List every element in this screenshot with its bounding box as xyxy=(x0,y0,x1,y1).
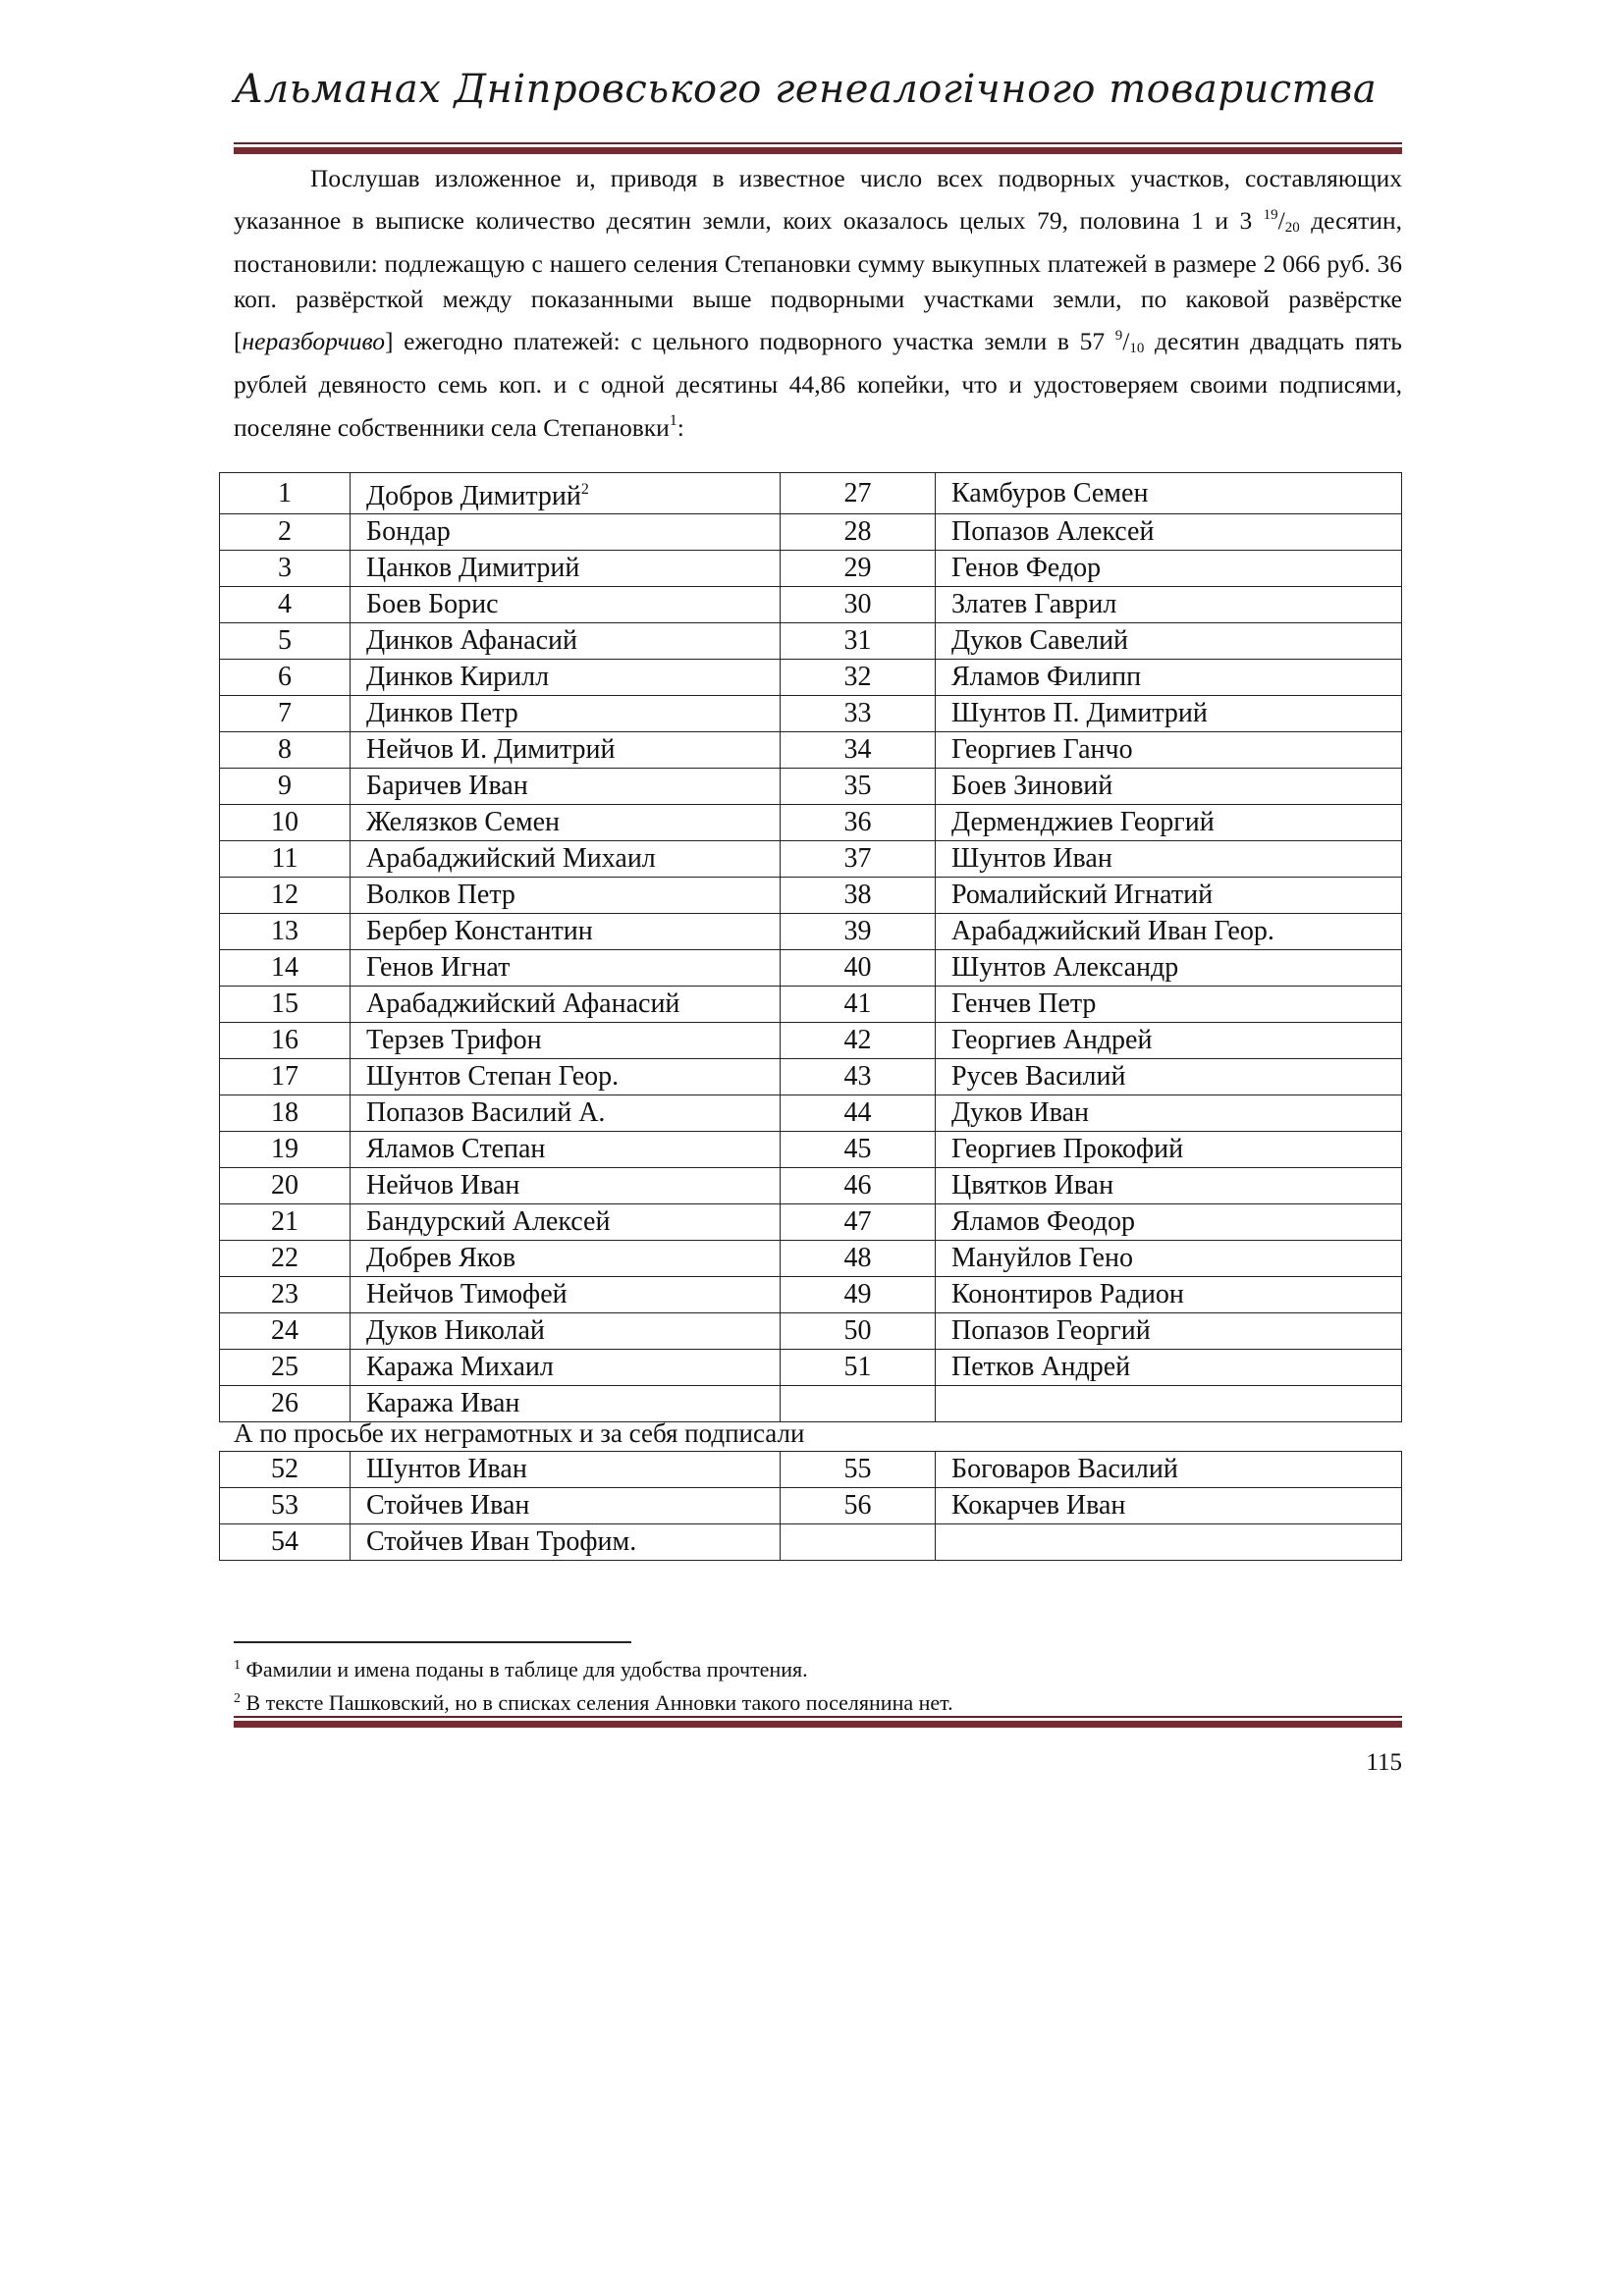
signatory-name xyxy=(936,587,1402,623)
table-row xyxy=(220,841,1402,878)
row-number-text: 19 xyxy=(271,1134,298,1164)
footnote-number: 1 xyxy=(234,1658,241,1673)
row-number-text: 9 xyxy=(278,771,292,801)
signatory-name-text: Цанков Димитрий xyxy=(366,553,580,583)
signatory-name xyxy=(351,878,781,914)
signatory-name xyxy=(351,1095,781,1132)
signatory-name-text: Георгиев Андрей xyxy=(951,1025,1153,1055)
row-number xyxy=(781,660,936,696)
signatory-name xyxy=(936,551,1402,587)
signatory-name-text: Дуков Иван xyxy=(951,1097,1089,1128)
signatory-name-text: Дуков Савелий xyxy=(951,625,1129,656)
row-number xyxy=(781,1059,936,1095)
signatory-name xyxy=(936,1168,1402,1204)
signatory-name xyxy=(351,1204,781,1241)
signatory-name xyxy=(936,1277,1402,1313)
row-number xyxy=(781,1241,936,1277)
row-number xyxy=(220,914,351,950)
signatory-name xyxy=(351,1488,781,1524)
signatory-name xyxy=(351,514,781,551)
footer-rule xyxy=(234,1716,1402,1728)
page-number: 115 xyxy=(1366,1749,1402,1776)
row-number-text: 56 xyxy=(843,1490,872,1521)
signatory-name xyxy=(351,1168,781,1204)
footnote-ref-1[interactable]: 1 xyxy=(669,411,677,429)
row-number xyxy=(220,1488,351,1524)
table-row xyxy=(220,623,1402,660)
signatory-name-text: Попазов Георгий xyxy=(951,1315,1151,1346)
footnote-1 xyxy=(234,1652,808,1683)
paragraph-text: Послушав изложенное и, приводя в известное число всех подворных участков, составляющих указанное в выписке количество десятин земли, коих оказалось целых 79, половина 1 и 3 xyxy=(234,164,1402,235)
signatory-name-text: Стойчев Иван Трофим. xyxy=(366,1526,637,1557)
row-number-text: 3 xyxy=(278,553,292,583)
signatory-name xyxy=(936,732,1402,769)
row-number-text: 47 xyxy=(843,1206,872,1237)
row-number xyxy=(220,805,351,841)
signatory-name-text: Арабаджийский Афанасий xyxy=(366,988,680,1019)
signatory-name-text: Боев Зиновий xyxy=(951,771,1113,801)
row-number-text: 34 xyxy=(843,734,872,765)
signatory-name-text: Бандурский Алексей xyxy=(366,1206,611,1237)
fraction-numerator: 19 xyxy=(1263,206,1278,223)
signatory-name xyxy=(351,1277,781,1313)
signatory-name-text: Баричев Иван xyxy=(366,771,528,801)
row-number xyxy=(220,514,351,551)
signatory-name-text: Стойчев Иван xyxy=(366,1490,530,1521)
row-number xyxy=(781,805,936,841)
signatory-name xyxy=(351,587,781,623)
row-number-text: 8 xyxy=(278,734,292,765)
row-number xyxy=(220,1095,351,1132)
signatory-name-text: Нейчов Тимофей xyxy=(366,1279,568,1309)
paragraph-text: : xyxy=(677,412,684,442)
row-number-text: 5 xyxy=(278,625,292,656)
signatory-name-text: Нейчов Иван xyxy=(366,1170,520,1201)
signatory-name xyxy=(936,660,1402,696)
signatory-name xyxy=(351,987,781,1023)
signatory-name-text: Терзев Трифон xyxy=(366,1025,542,1055)
table-row xyxy=(220,1168,1402,1204)
table-row xyxy=(220,473,1402,514)
signatory-name-text: Шунтов Александр xyxy=(951,952,1179,983)
row-number xyxy=(781,473,936,514)
signatory-name xyxy=(351,805,781,841)
table-row xyxy=(220,514,1402,551)
table-row xyxy=(220,769,1402,805)
row-number-text: 38 xyxy=(843,880,872,910)
signatory-name-text: Динков Петр xyxy=(366,698,518,728)
header-rule xyxy=(234,142,1402,154)
signatory-name xyxy=(351,950,781,987)
signatory-name-text: Боев Борис xyxy=(366,589,499,619)
row-number xyxy=(781,878,936,914)
row-number xyxy=(781,551,936,587)
table-row xyxy=(220,696,1402,732)
signatory-name-text: Георгиев Прокофий xyxy=(951,1134,1184,1164)
table-row xyxy=(220,1059,1402,1095)
signatory-name xyxy=(351,732,781,769)
row-number xyxy=(781,950,936,987)
fraction-19-20: $^{19}/_{20}$ xyxy=(1263,205,1300,236)
row-number-text: 23 xyxy=(271,1279,298,1309)
signatory-name xyxy=(351,841,781,878)
signatory-name xyxy=(351,551,781,587)
signatory-name-text: Камбуров Семен xyxy=(951,477,1149,508)
row-number xyxy=(781,841,936,878)
paragraph-text: десятин двадцать пять рублей девяносто семь коп. и с одной десятины 44,86 копейки, что и удостоверяем своими подписями, поселяне собственники села Степановки xyxy=(234,327,1403,442)
signatory-name xyxy=(351,623,781,660)
signatory-name xyxy=(936,805,1402,841)
fraction-9-10: $^9/_{10}$ xyxy=(1114,327,1145,357)
footnote-text: В тексте Пашковский, но в списках селения Анновки такого поселянина нет. xyxy=(245,1690,953,1715)
row-number-text: 41 xyxy=(843,988,872,1019)
row-number xyxy=(220,587,351,623)
signatory-name-text: Ромалийский Игнатий xyxy=(951,880,1214,910)
running-header-title: Альманах Дніпровського генеалогічного товариства xyxy=(234,67,1378,112)
signatory-name xyxy=(351,1313,781,1350)
row-number-text: 52 xyxy=(271,1454,298,1484)
table-row xyxy=(220,1132,1402,1168)
row-number-text: 46 xyxy=(843,1170,872,1201)
row-number xyxy=(781,769,936,805)
row-number-text: 45 xyxy=(843,1134,872,1164)
row-number xyxy=(781,1313,936,1350)
signatory-name-text: Цвятков Иван xyxy=(951,1170,1114,1201)
row-number xyxy=(781,514,936,551)
illegible-note: неразборчиво xyxy=(242,327,385,356)
row-number-text: 22 xyxy=(271,1243,298,1273)
row-number xyxy=(781,1168,936,1204)
signatory-name-text: Каража Иван xyxy=(366,1388,520,1418)
signatory-name xyxy=(351,660,781,696)
row-number xyxy=(220,1132,351,1168)
proxy-signatories-table xyxy=(219,1451,1402,1561)
table-row xyxy=(220,551,1402,587)
signatory-name xyxy=(936,878,1402,914)
row-number xyxy=(781,1524,936,1561)
row-number-text: 13 xyxy=(271,916,298,946)
signatory-name xyxy=(936,914,1402,950)
row-number xyxy=(220,987,351,1023)
row-number xyxy=(220,1524,351,1561)
table-row xyxy=(220,950,1402,987)
row-number-text: 6 xyxy=(278,662,292,692)
signatory-name xyxy=(936,1023,1402,1059)
row-number-text: 11 xyxy=(271,843,298,874)
row-number-text: 17 xyxy=(271,1061,298,1092)
row-number xyxy=(220,1241,351,1277)
row-number xyxy=(781,1488,936,1524)
row-number-text: 10 xyxy=(271,807,298,837)
row-number-text: 37 xyxy=(843,843,872,874)
row-number-text: 53 xyxy=(271,1490,298,1521)
row-number xyxy=(220,1023,351,1059)
row-number xyxy=(781,914,936,950)
signatory-name xyxy=(351,1059,781,1095)
signatory-name-text: Генов Федор xyxy=(951,553,1102,583)
row-number-text: 24 xyxy=(271,1315,298,1346)
signatories-table xyxy=(219,472,1402,1422)
signatory-name xyxy=(351,473,781,514)
footnote-2 xyxy=(234,1685,953,1717)
row-number-text: 33 xyxy=(843,698,872,728)
signatory-name xyxy=(936,623,1402,660)
row-number-text: 55 xyxy=(843,1454,872,1484)
row-number xyxy=(220,950,351,987)
signatory-name xyxy=(351,769,781,805)
table-row xyxy=(220,1452,1402,1488)
row-number-text: 4 xyxy=(278,589,292,619)
row-number-text: 12 xyxy=(271,880,298,910)
row-number xyxy=(220,1204,351,1241)
row-number xyxy=(781,696,936,732)
row-number-text: 29 xyxy=(843,553,872,583)
table-row xyxy=(220,1277,1402,1313)
table-row xyxy=(220,1241,1402,1277)
signatory-name-text: Георгиев Ганчо xyxy=(951,734,1133,765)
body-paragraph xyxy=(234,161,1402,447)
signatory-name-text: Арабаджийский Иван Геор. xyxy=(951,916,1274,946)
table-row xyxy=(220,878,1402,914)
signatory-name-text: Петков Андрей xyxy=(951,1352,1131,1382)
signatory-name-text: Боговаров Василий xyxy=(951,1454,1178,1484)
signatory-name xyxy=(351,914,781,950)
paragraph-text: десятин, постановили: подлежащую с нашего селения Степановки сумму выкупных платежей в размере 2 066 руб. 36 коп. развёрсткой между показанными выше подворными участками земли, по каковой развёрстке [ xyxy=(234,205,1402,356)
signatory-name-text: Бербер Константин xyxy=(366,916,593,946)
signatory-name-text: Шунтов П. Димитрий xyxy=(951,698,1208,728)
table-row xyxy=(220,1350,1402,1386)
row-number xyxy=(781,1095,936,1132)
paragraph-text: ] ежегодно платежей: с цельного подворного участка земли в 57 xyxy=(384,327,1115,356)
row-number xyxy=(220,1452,351,1488)
signatory-name xyxy=(351,696,781,732)
signatory-name xyxy=(351,1524,781,1561)
row-number-text: 27 xyxy=(843,477,872,508)
table-row xyxy=(220,1313,1402,1350)
row-number-text: 28 xyxy=(843,516,872,547)
row-number xyxy=(220,696,351,732)
footnote-number: 2 xyxy=(234,1691,241,1706)
row-number xyxy=(781,623,936,660)
signatory-name-text: Дерменджиев Георгий xyxy=(951,807,1215,837)
row-number-text: 21 xyxy=(271,1206,298,1237)
signatory-name xyxy=(351,1241,781,1277)
row-number xyxy=(781,1452,936,1488)
row-number xyxy=(781,732,936,769)
illiterate-signers-note: А по просьбе их неграмотных и за себя подписали xyxy=(234,1418,805,1448)
row-number xyxy=(220,473,351,514)
signatory-name-text: Каража Михаил xyxy=(366,1352,554,1382)
row-number xyxy=(781,1350,936,1386)
signatory-name-text: Златев Гаврил xyxy=(951,589,1117,619)
signatory-name xyxy=(936,1452,1402,1488)
table-row xyxy=(220,1488,1402,1524)
row-number-text: 40 xyxy=(843,952,872,983)
signatory-name-text: Добров Димитрий xyxy=(366,481,581,511)
row-number-text: 48 xyxy=(843,1243,872,1273)
signatory-name xyxy=(936,841,1402,878)
signatory-name-text: Шунтов Иван xyxy=(366,1454,527,1484)
row-number-text: 49 xyxy=(843,1279,872,1309)
table-row xyxy=(220,732,1402,769)
row-number xyxy=(220,841,351,878)
row-number xyxy=(781,1132,936,1168)
fraction-denominator: 20 xyxy=(1284,219,1300,236)
row-number-text: 7 xyxy=(278,698,292,728)
row-number xyxy=(220,623,351,660)
footnote-ref-2[interactable]: 2 xyxy=(580,481,589,498)
signatory-name xyxy=(936,1350,1402,1386)
signatory-name xyxy=(936,1132,1402,1168)
row-number xyxy=(220,1350,351,1386)
row-number xyxy=(220,551,351,587)
signatory-name-text: Нейчов И. Димитрий xyxy=(366,734,616,765)
signatory-name xyxy=(936,1095,1402,1132)
signatory-name-text: Яламов Феодор xyxy=(951,1206,1136,1237)
row-number-text: 54 xyxy=(271,1526,298,1557)
signatory-name xyxy=(936,950,1402,987)
signatory-name-text: Яламов Филипп xyxy=(951,662,1142,692)
signatory-name xyxy=(936,1524,1402,1561)
table-row xyxy=(220,1204,1402,1241)
row-number-text: 32 xyxy=(843,662,872,692)
signatory-name xyxy=(936,473,1402,514)
row-number-text: 50 xyxy=(843,1315,872,1346)
signatory-name xyxy=(351,1452,781,1488)
table-row xyxy=(220,987,1402,1023)
table-row xyxy=(220,1095,1402,1132)
row-number xyxy=(781,1204,936,1241)
signatory-name-text: Динков Кирилл xyxy=(366,662,550,692)
row-number-text: 14 xyxy=(271,952,298,983)
fraction-denominator: 10 xyxy=(1129,341,1145,357)
row-number xyxy=(220,1059,351,1095)
row-number xyxy=(220,1168,351,1204)
footnote-text: Фамилии и имена поданы в таблице для удобства прочтения. xyxy=(245,1657,808,1682)
signatory-name-text: Динков Афанасий xyxy=(366,625,578,656)
table-row xyxy=(220,805,1402,841)
row-number xyxy=(220,1277,351,1313)
signatory-name xyxy=(936,1204,1402,1241)
table-row xyxy=(220,1524,1402,1561)
row-number-text: 16 xyxy=(271,1025,298,1055)
row-number-text: 51 xyxy=(843,1352,872,1382)
signatory-name-text: Дуков Николай xyxy=(366,1315,545,1346)
row-number xyxy=(781,1277,936,1313)
row-number-text: 35 xyxy=(843,771,872,801)
row-number xyxy=(220,878,351,914)
signatory-name xyxy=(351,1350,781,1386)
row-number xyxy=(220,732,351,769)
signatory-name xyxy=(351,1132,781,1168)
signatory-name-text: Бондар xyxy=(366,516,451,547)
signatory-name xyxy=(936,1241,1402,1277)
signatory-name-text: Добрев Яков xyxy=(366,1243,516,1273)
table-row xyxy=(220,1023,1402,1059)
row-number-text: 42 xyxy=(843,1025,872,1055)
signatory-name-text: Русев Василий xyxy=(951,1061,1126,1092)
row-number-text: 20 xyxy=(271,1170,298,1201)
footnote-separator xyxy=(234,1641,631,1643)
signatory-name-text: Волков Петр xyxy=(366,880,515,910)
signatory-name-text: Кононтиров Радион xyxy=(951,1279,1184,1309)
row-number xyxy=(781,987,936,1023)
signatory-name-text: Попазов Алексей xyxy=(951,516,1155,547)
signatory-name-text: Попазов Василий А. xyxy=(366,1097,606,1128)
signatory-name-text: Генчев Петр xyxy=(951,988,1097,1019)
row-number-text: 15 xyxy=(271,988,298,1019)
row-number xyxy=(220,1313,351,1350)
row-number-text: 30 xyxy=(843,589,872,619)
signatory-name xyxy=(351,1023,781,1059)
row-number xyxy=(220,660,351,696)
row-number-text: 25 xyxy=(271,1352,298,1382)
row-number xyxy=(781,1023,936,1059)
row-number-text: 31 xyxy=(843,625,872,656)
signatory-name xyxy=(936,1059,1402,1095)
signatory-name-text: Арабаджийский Михаил xyxy=(366,843,656,874)
row-number-text: 1 xyxy=(278,477,292,508)
signatory-name-text: Яламов Степан xyxy=(366,1134,546,1164)
row-number xyxy=(781,587,936,623)
table-row xyxy=(220,587,1402,623)
signatory-name-text: Шунтов Степан Геор. xyxy=(366,1061,620,1092)
signatory-name-text: Кокарчев Иван xyxy=(951,1490,1126,1521)
table-row xyxy=(220,914,1402,950)
row-number-text: 36 xyxy=(843,807,872,837)
fraction-numerator: 9 xyxy=(1114,328,1123,345)
signatory-name xyxy=(936,1313,1402,1350)
row-number-text: 39 xyxy=(843,916,872,946)
row-number-text: 2 xyxy=(278,516,292,547)
row-number-text: 43 xyxy=(843,1061,872,1092)
row-number xyxy=(220,769,351,805)
signatory-name-text: Мануйлов Гено xyxy=(951,1243,1133,1273)
signatory-name xyxy=(936,769,1402,805)
signatory-name xyxy=(936,514,1402,551)
signatory-name xyxy=(936,987,1402,1023)
row-number-text: 18 xyxy=(271,1097,298,1128)
row-number-text: 26 xyxy=(271,1388,298,1418)
signatory-name-text: Желязков Семен xyxy=(366,807,560,837)
row-number-text: 44 xyxy=(843,1097,872,1128)
signatory-name xyxy=(936,1386,1402,1422)
signatory-name xyxy=(936,1488,1402,1524)
table-row xyxy=(220,660,1402,696)
signatory-name xyxy=(936,696,1402,732)
signatory-name-text: Генов Игнат xyxy=(366,952,511,983)
signatory-name-text: Шунтов Иван xyxy=(951,843,1112,874)
